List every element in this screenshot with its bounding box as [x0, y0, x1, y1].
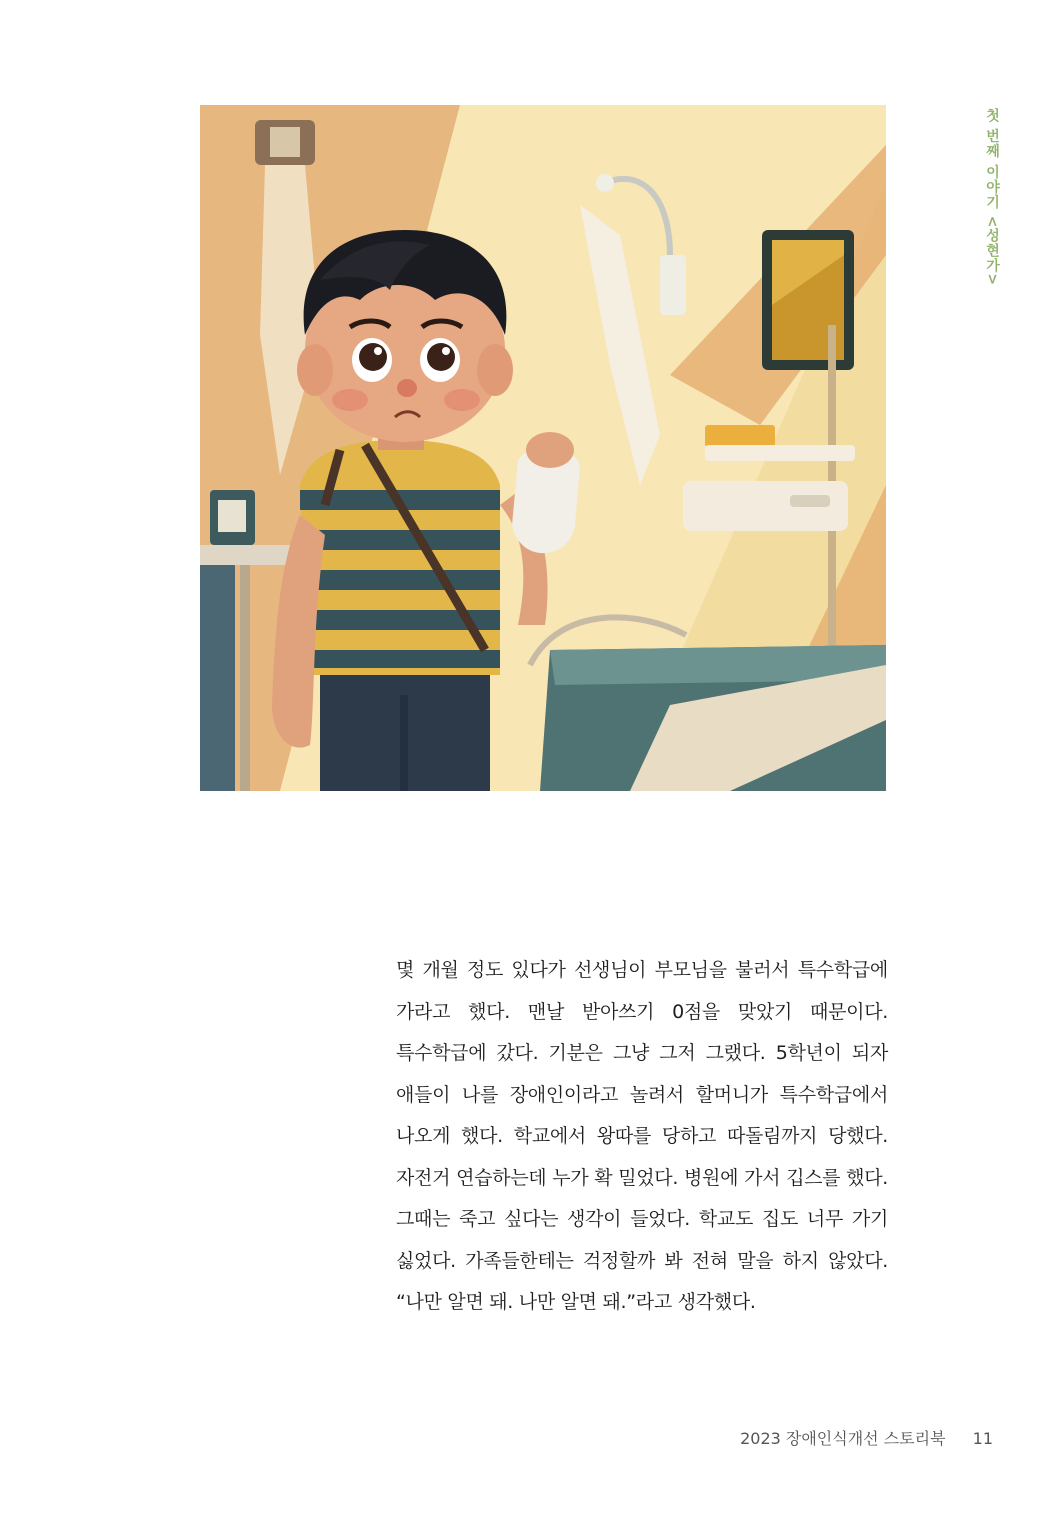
page-number: 11	[972, 1429, 993, 1448]
story-paragraph: 몇 개월 정도 있다가 선생님이 부모님을 불러서 특수학급에 가라고 했다. 맨날 받아쓰기 0점을 맞았기 때문이다. 특수학급에 갔다. 기분은 그냥 그저 그랬다. 5학년이 되자 애들이 나를 장애인이라고 놀려서 할머니가 특수학급에서 나오게 했다. 학교에서 왕따를 당하고 따돌림까지 당했다. 자전거 연습하는데 누가 확 밀었다. 병원에 가서 깁스를 했다. 그때는 죽고 싶다는 생각이 들었다. 학교도 집도 너무 가기 싫었다. 가족들한테는 걱정할까 봐 전혀 말을 하지 않았다. “나만 알면 돼. 나만 알면 돼.”라고 생각했다.	[396, 959, 888, 1313]
page-footer	[740, 1426, 993, 1449]
chapter-side-tab: 첫 번째 이야기 <성현가>	[984, 108, 1000, 287]
book-title: 2023 장애인식개선 스토리북	[740, 1429, 946, 1448]
story-illustration	[200, 105, 886, 791]
